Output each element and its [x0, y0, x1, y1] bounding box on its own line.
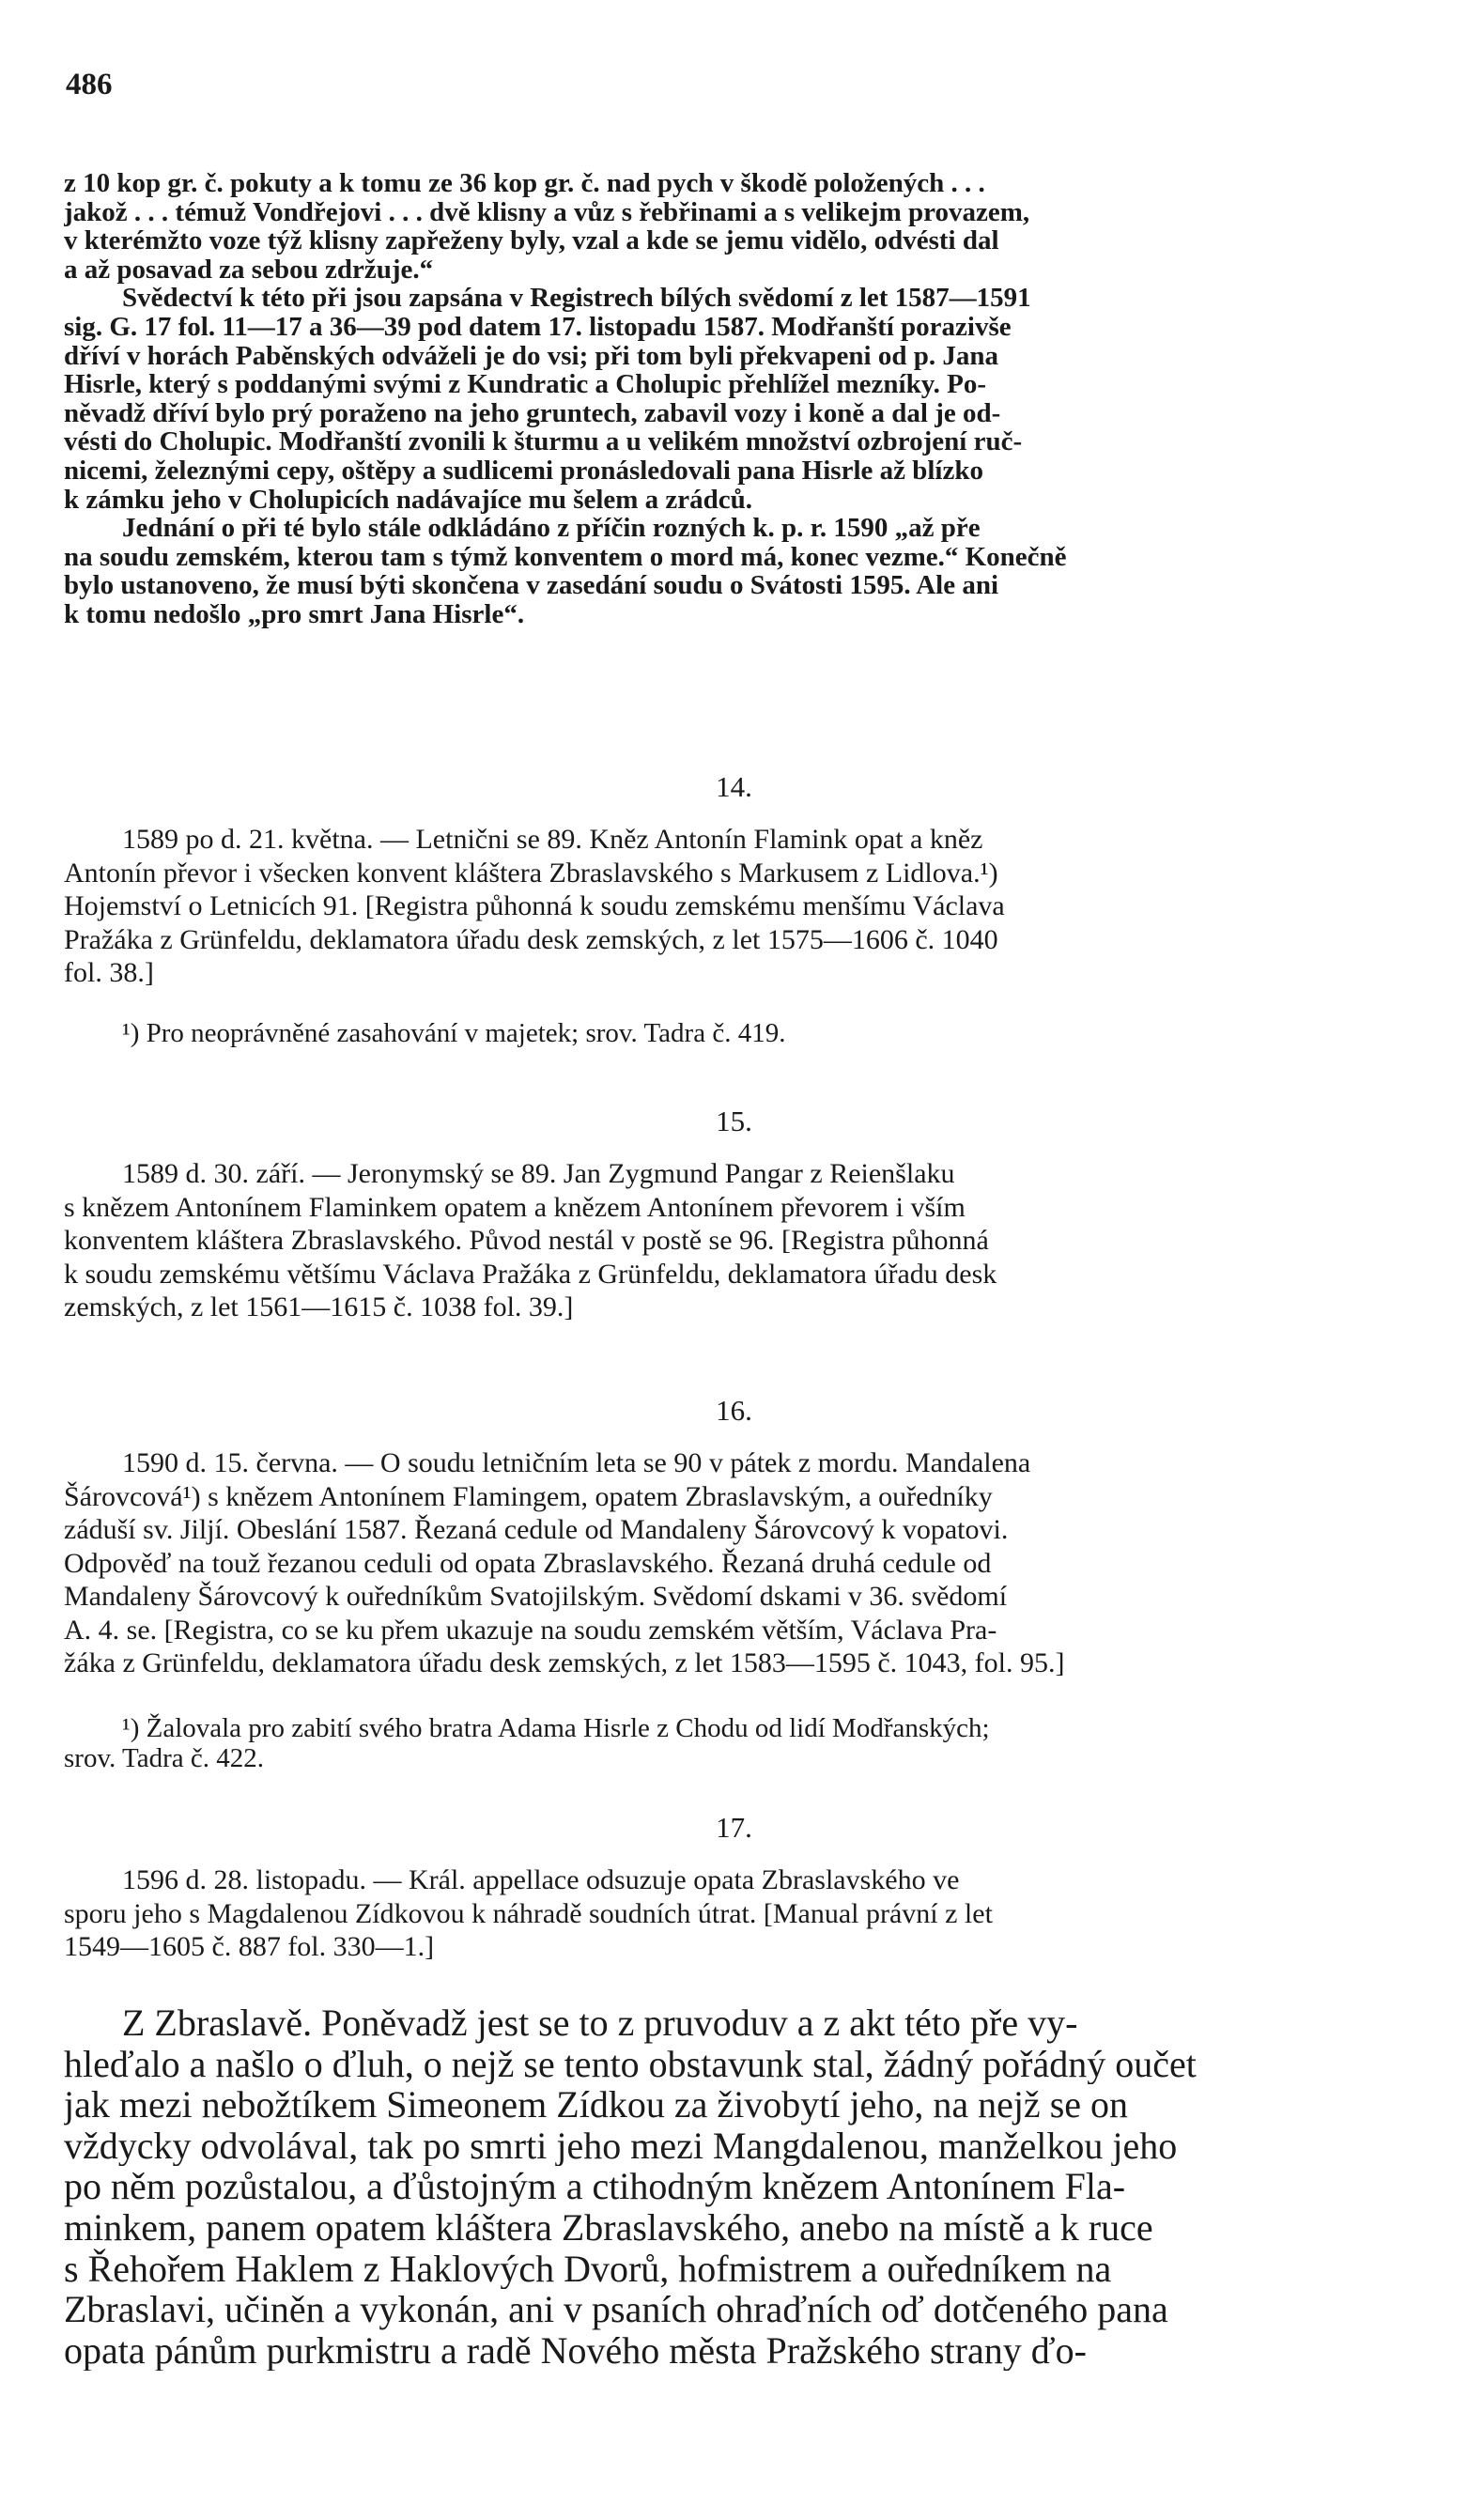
text-line: Z Zbraslavě. Poněvadž jest se to z pruvoduv a z akt této pře vy-: [122, 2002, 1078, 2044]
text-line: opata pánům purkmistru a radě Nového města Pražského strany ďo-: [64, 2329, 1087, 2372]
text-line: po něm pozůstalou, a ďůstojným a ctihodným knězem Antonínem Fla-: [64, 2166, 1126, 2207]
footnote-14: [64, 1018, 1413, 1048]
text-line: 1596 d. 28. listopadu. — Král. appellace odsuzuje opata Zbraslavského ve: [122, 1864, 960, 1895]
text-line: Pražáka z Grünfeldu, deklamatora úřadu desk zemských, z let 1575—1606 č. 1040: [64, 923, 998, 955]
text-line: něvadž dříví bylo prý poraženo na jeho gruntech, zabavil vozy i koně a dal je od-: [64, 398, 1001, 428]
text-line: v kterémžto voze týž klisny zapřeženy byly, vzal a kde se jemu vidělo, odvésti dal: [64, 226, 999, 255]
text-line: Mandaleny Šárovcový k ouředníkům Svatojilským. Svědomí dskami v 36. svědomí: [64, 1581, 1008, 1612]
text-line: bylo ustanoveno, že musí býti skončena v zasedání soudu o Svátosti 1595. Ale ani: [64, 571, 999, 600]
section-15-text: [64, 1157, 1413, 1324]
section-17-text: [64, 1863, 1413, 1964]
text-line: vždycky odvolával, tak po smrti jeho mezi Mangdalenou, manželkou jeho: [64, 2125, 1178, 2167]
footnote-16: [64, 1713, 1413, 1773]
section-number-14: 14.: [716, 770, 752, 803]
text-line: a až posavad za sebou zdržuje.“: [64, 255, 434, 285]
text-line: 1549—1605 č. 887 fol. 330—1.]: [64, 1931, 435, 1962]
text-line: nicemi, železnými cepy, oštěpy a sudlicemi pronásledovali pana Hisrle až blízko: [64, 456, 983, 486]
text-line: sporu jeho s Magdalenou Zídkovou k náhradě soudních útrat. [Manual právní z let: [64, 1897, 993, 1929]
text-line: Antonín převor i všecken konvent kláštera Zbraslavského s Markusem z Lidlova.¹): [64, 857, 998, 889]
text-line: k tomu nedošlo „pro smrt Jana Hisrle“.: [64, 599, 525, 629]
section-number-16: 16.: [716, 1394, 752, 1427]
text-line: 1590 d. 15. června. — O soudu letničním leta se 90 v pátek z mordu. Mandalena: [122, 1447, 1031, 1478]
text-line: Odpověď na touž řezanou ceduli od opata Zbraslavského. Řezaná druhá cedule od: [64, 1547, 992, 1579]
page-number: 486: [66, 68, 113, 101]
text-line: zemských, z let 1561—1615 č. 1038 fol. 39.]: [64, 1291, 574, 1322]
document-excerpt: [64, 2002, 1413, 2371]
section-14-text: [64, 823, 1413, 990]
text-line: sig. G. 17 fol. 11—17 a 36—39 pod datem 17. listopadu 1587. Modřanští porazivše: [64, 312, 1012, 342]
text-line: jakož . . . témuž Vondřejovi . . . dvě klisny a vůz s řebřinami a s velikejm provazem,: [64, 197, 1030, 227]
text-line: Zbraslavi, učiněn a vykonán, ani v psaních ohraďních oď dotčeného pana: [64, 2289, 1168, 2330]
text-line: Šárovcová¹) s knězem Antonínem Flamingem, opatem Zbraslavským, a ouředníky: [64, 1480, 993, 1512]
text-line: Hisrle, který s poddanými svými z Kundratic a Cholupic přehlížel mezníky. Po-: [64, 370, 986, 399]
section-number-17: 17.: [716, 1811, 752, 1844]
text-line: žáka z Grünfeldu, deklamatora úřadu desk zemských, z let 1583—1595 č. 1043, fol. 95.]: [64, 1647, 1065, 1678]
text-line: Hojemství o Letnicích 91. [Registra půhonná k soudu zemskému menšímu Václava: [64, 890, 1005, 921]
footnote-line: ¹) Žalovala pro zabití svého bratra Adama Hisrle z Chodu od lidí Modřanských;: [122, 1713, 990, 1743]
text-line: z 10 kop gr. č. pokuty a k tomu ze 36 kop gr. č. nad pych v škodě položených . . .: [64, 169, 985, 198]
text-line: vésti do Cholupic. Modřanští zvonili k šturmu a u velikém množství ozbrojení ruč-: [64, 427, 1023, 456]
text-line: dříví v horách Paběnských odváželi je do vsi; při tom byli překvapeni od p. Jana: [64, 341, 998, 371]
section-16-text: [64, 1446, 1413, 1680]
section-number-15: 15.: [716, 1105, 752, 1137]
text-line: 1589 d. 30. září. — Jeronymský se 89. Jan Zygmund Pangar z Reienšlaku: [122, 1158, 955, 1189]
text-line: s Řehořem Haklem z Haklových Dvorů, hofmistrem a ouředníkem na: [64, 2248, 1112, 2290]
text-line: A. 4. se. [Registra, co se ku přem ukazuje na soudu zemském větším, Václava Pra-: [64, 1614, 997, 1646]
text-line: k zámku jeho v Cholupicích nadávajíce mu šelem a zrádců.: [64, 485, 753, 515]
text-line: hleďalo a našlo o ďluh, o nejž se tento obstavunk stal, žádný pořádný oučet: [64, 2043, 1197, 2085]
text-line: na soudu zemském, kterou tam s týmž konventem o mord má, konec vezme.“ Konečně: [64, 542, 1067, 572]
text-line: s knězem Antonínem Flaminkem opatem a knězem Antonínem převorem i vším: [64, 1191, 966, 1223]
text-line: 1589 po d. 21. května. — Letnični se 89. Kněz Antonín Flamink opat a kněz: [122, 824, 983, 855]
text-line: Jednání o při té bylo stále odkládáno z příčin rozných k. p. r. 1590 „až pře: [122, 514, 981, 543]
text-line: jak mezi nebožtíkem Simeonem Zídkou za živobytí jeho, na nejž se on: [64, 2084, 1129, 2126]
text-line: Svědectví k této při jsou zapsána v Registrech bílých svědomí z let 1587—1591: [122, 284, 1031, 313]
text-line: minkem, panem opatem kláštera Zbraslavského, anebo na místě a k ruce: [64, 2206, 1153, 2249]
footnote-line: srov. Tadra č. 422.: [64, 1743, 264, 1773]
footnote-line: ¹) Pro neoprávněné zasahování v majetek; srov. Tadra č. 419.: [122, 1018, 786, 1048]
intro-paragraph: [64, 169, 1413, 629]
text-line: fol. 38.]: [64, 957, 154, 988]
text-line: k soudu zemskému většímu Václava Pražáka z Grünfeldu, deklamatora úřadu desk: [64, 1258, 997, 1290]
text-line: záduší sv. Jiljí. Obeslání 1587. Řezaná cedule od Mandaleny Šárovcový k vopatovi.: [64, 1514, 1009, 1545]
text-line: konventem kláštera Zbraslavského. Původ nestál v postě se 96. [Registra půhonná: [64, 1225, 989, 1256]
